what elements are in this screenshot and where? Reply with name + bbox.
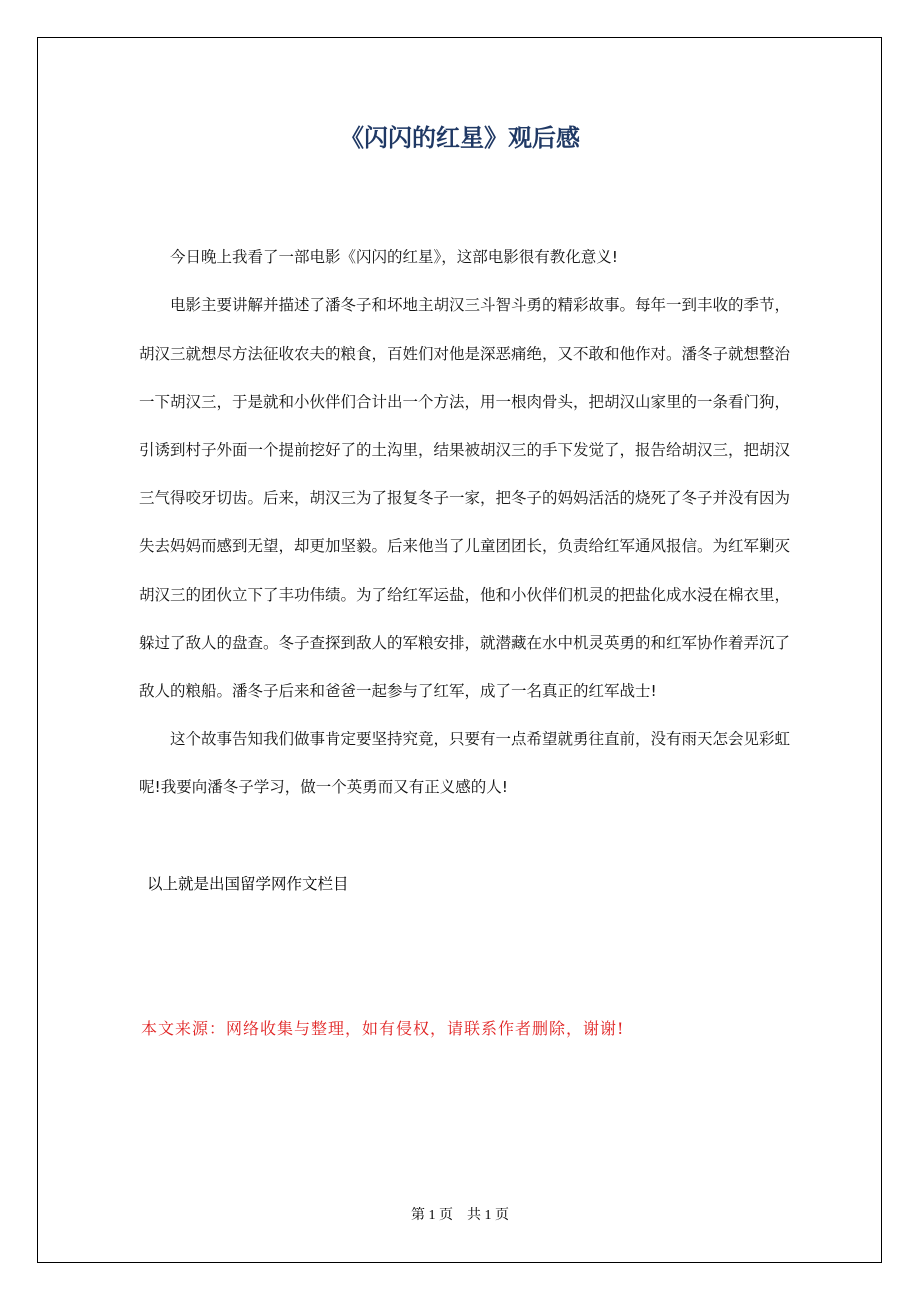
paragraph-line: 躲过了敌人的盘查。冬子查探到敌人的军粮安排，就潜藏在水中机灵英勇的和红军协作着弄沉了 <box>139 634 791 652</box>
paragraph-line: 呢!我要向潘冬子学习，做一个英勇而又有正义感的人! <box>139 778 508 796</box>
footer-note: 以上就是出国留学网作文栏目 <box>147 875 349 893</box>
paragraph-line: 引诱到村子外面一个提前挖好了的土沟里，结果被胡汉三的手下发觉了，报告给胡汉三，把胡汉 <box>139 441 791 459</box>
paragraph-line: 一下胡汉三，于是就和小伙伴们合计出一个方法，用一根肉骨头，把胡汉山家里的一条看门狗， <box>139 393 791 411</box>
paragraph-line: 电影主要讲解并描述了潘冬子和坏地主胡汉三斗智斗勇的精彩故事。每年一到丰收的季节， <box>170 296 791 314</box>
page-number: 第 1 页 共 1 页 <box>411 1208 509 1223</box>
paragraph-line: 这个故事告知我们做事肯定要坚持究竟，只要有一点希望就勇往直前，没有雨天怎会见彩虹 <box>170 730 791 748</box>
paragraph-line: 今日晚上我看了一部电影《闪闪的红星》，这部电影很有教化意义! <box>170 248 618 266</box>
paragraph-line: 敌人的粮船。潘冬子后来和爸爸一起参与了红军，成了一名真正的红军战士! <box>139 682 657 700</box>
paragraph-line: 胡汉三的团伙立下了丰功伟绩。为了给红军运盐，他和小伙伴们机灵的把盐化成水浸在棉衣里， <box>139 586 791 604</box>
paragraph-line: 三气得咬牙切齿。后来，胡汉三为了报复冬子一家，把冬子的妈妈活活的烧死了冬子并没有因为 <box>139 489 791 507</box>
source-disclaimer: 本文来源：网络收集与整理，如有侵权，请联系作者删除，谢谢! <box>141 1019 625 1038</box>
paragraph-line: 胡汉三就想尽方法征收农夫的粮食，百姓们对他是深恶痛绝，又不敢和他作对。潘冬子就想整治 <box>139 345 791 363</box>
paragraph-line: 失去妈妈而感到无望，却更加坚毅。后来他当了儿童团团长，负责给红军通风报信。为红军剿灭 <box>139 537 791 555</box>
document-title: 《闪闪的红星》观后感 <box>340 124 580 152</box>
